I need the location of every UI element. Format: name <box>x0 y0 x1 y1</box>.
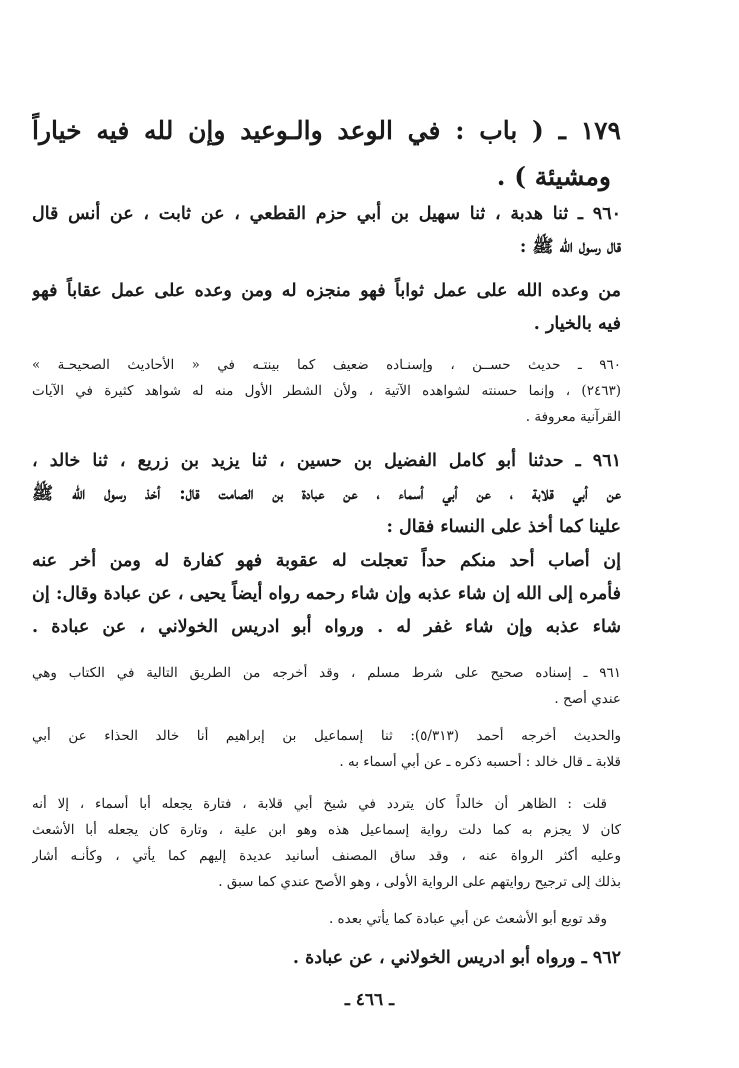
chapter-heading <box>32 108 621 200</box>
footnote-line: كان لا يجزم به كما دلت رواية إسماعيل هذه وهو ابن علية ، وتارة كان يجعله أبا الأشعث <box>32 822 621 838</box>
hadith-text-line: من وعده الله على عمل ثواباً فهو منجزه له ومن وعده على عمل عقاباً فهو <box>32 281 621 301</box>
chapter-heading-line: ١٧٩ ـ ( باب : في الوعد والـوعيد وإن لله فيه خياراً <box>32 116 621 145</box>
footnote-960 <box>32 352 621 430</box>
footnote-line: قلت : الظاهر أن خالداً كان يتردد في شيخ أبي قلابة ، فتارة يجعله أبا أسماء ، إلا أنه <box>32 796 607 812</box>
hadith-text-line: شاء عذبه وإن شاء غفر له . ورواه أبو ادريس الخولاني ، عن عبادة . <box>32 617 621 637</box>
isnad-line: ٩٦٢ ـ ورواه أبو ادريس الخولاني ، عن عبادة . <box>292 948 621 968</box>
footnote-line: وعليه أكثر الرواة عنه ، وقد ساق المصنف أسانيد عديدة إليهم كما يأتي ، وكأنـه أشار <box>32 848 621 864</box>
isnad-line: قال رسول الله ﷺ : <box>519 237 621 257</box>
footnote-line: والحديث أخرجه أحمد (٥/٣١٣): ثنا إسماعيل بن إبراهيم أنا خالد الحذاء عن أبي <box>32 728 621 744</box>
footnote-line: (٢٤٦٣) ، وإنما حسنته لشواهده الآتية ، ولأن الشطر الأول منه له شواهد كثيرة في الآيات <box>32 383 621 399</box>
footnote-line: وقد توبع أبو الأشعث عن أبي عبادة كما يأتي بعده . <box>328 911 607 927</box>
hadith-text-line: إن أصاب أحد منكم حداً تعجلت له عقوبة فهو كفارة له ومن أخر عنه <box>32 551 621 571</box>
hadith-text-line: فأمره إلى الله إن شاء عذبه وإن شاء رحمه رواه أيضاً يحيى ، عن عبادة وقال: إن <box>32 584 621 604</box>
page-number: ـ ٤٦٦ ـ <box>344 990 395 1010</box>
footnote-961-follow <box>32 906 621 932</box>
footnote-line: قلابة ـ قال خالد : أحسبه ذكره ـ عن أبي أسماء به . <box>339 754 621 770</box>
isnad-line: ٩٦٠ ـ ثنا هدبة ، ثنا سهيل بن أبي حزم القطعي ، عن ثابت ، عن أنس قال <box>32 204 621 224</box>
footnote-line: ٩٦٠ ـ حديث حســن ، وإسنـاده ضعيف كما بينتـه في « الأحاديث الصحيحـة » <box>32 357 621 373</box>
footnote-line: بذلك إلى ترجيح روايتهم على الرواية الأولى ، وهو الأصح عندي كما سبق . <box>218 874 621 890</box>
hadith-961-text <box>32 545 621 644</box>
hadith-text-line: فيه بالخيار . <box>533 314 621 334</box>
footnote-961-ahmad <box>32 723 621 775</box>
hadith-962-isnad <box>32 942 621 975</box>
footnote-961-comment <box>32 791 621 895</box>
chapter-heading-line: ومشيئة ) . <box>496 162 611 191</box>
hadith-960-text <box>32 275 621 341</box>
footnote-line: عندي أصح . <box>554 691 621 707</box>
isnad-line: علينا كما أخذ على النساء فقال : <box>386 517 621 537</box>
footnote-line: ٩٦١ ـ إسناده صحيح على شرط مسلم ، وقد أخرجه من الطريق التالية في الكتاب وهي <box>32 665 621 681</box>
hadith-960-isnad <box>32 198 621 264</box>
isnad-line: ٩٦١ ـ حدثنا أبو كامل الفضيل بن حسين ، ثنا يزيد بن زريع ، ثنا خالد ، <box>32 451 621 471</box>
footnote-line: القرآنية معروفة . <box>525 409 621 425</box>
hadith-961-isnad <box>32 445 621 544</box>
isnad-line: عن أبي قلابة ، عن أبي أسماء ، عن عبادة بن الصامت قال: أخذ رسول الله ﷺ <box>32 484 621 504</box>
footnote-961 <box>32 660 621 712</box>
